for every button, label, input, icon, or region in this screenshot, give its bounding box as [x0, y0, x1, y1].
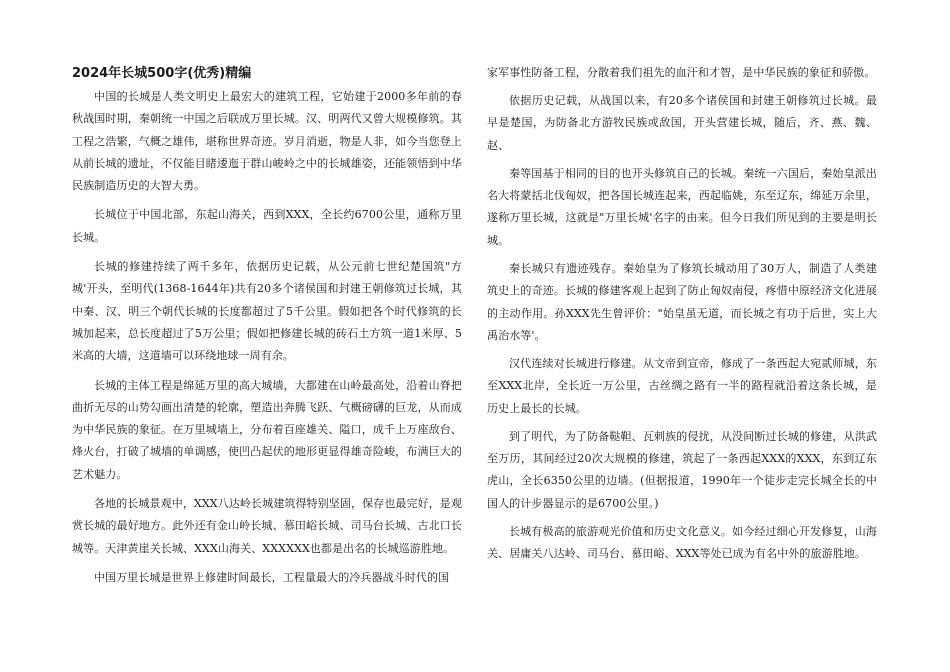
paragraph: 长城的修建持续了两千多年，依据历史记载，从公元前七世纪楚国筑"方城'开头，至明代(1368-1644年)共有20多个诸侯国和封建王朝修筑过长城，其中秦、汉、明三个朝代长城的长度都超过了5千公里。假如把各个时代修筑的长城加起来，总长度超过了5万公里；假如把修建长城的砖石土方筑一道1米厚、5米高的大墙，这道墙可以环绕地球一周有余。	[72, 260, 462, 363]
paragraph-continuation: 家军事性防备工程，分散着我们祖先的血汗和才智，是中华民族的象征和骄傲。	[487, 66, 876, 79]
paragraph: 依据历史记载，从战国以来，有20多个诸侯国和封建王朝修筑过长城。最早是楚国，为防备北方游牧民族或敌国，开头营建长城，随后，齐、燕、魏、赵、	[487, 93, 877, 152]
paragraph: 长城的主体工程是绵延万里的高大城墙，大都建在山岭最高处，沿着山脊把曲折无尽的山势勾画出清楚的轮廓，塑造出奔腾飞跃、气概磅礴的巨龙，从而成为中华民族的象征。在万里城墙上，分布着百座雄关、隘口，成千上万座敌台、烽火台，打破了城墙的单调感，使凹凸起伏的地形更显得雄奇险峻，布满巨大的艺术魅力。	[72, 378, 462, 481]
paragraph: 中国万里长城是世界上修建时间最长，工程量最大的冷兵器战斗时代的国	[94, 570, 450, 584]
paragraph: 到了明代，为了防备鞑靼、瓦剌族的侵扰，从没间断过长城的修建，从洪武至万历，其间经过20次大规模的修建，筑起了一条西起XXX的XXX，东到辽东虎山，全长6350公里的边墙。(但据报道，1990年一个徒步走完长城全长的中国人的计步器显示的是6700公里。)	[487, 429, 877, 510]
right-column	[487, 62, 877, 571]
paragraph: 中国的长城是人类文明史上最宏大的建筑工程，它始建于2000多年前的春秋战国时期，秦朝统一中国之后联成万里长城。汉、明两代又曾大规模修筑。其工程之浩繁，气概之雄伟，堪称世界奇迹。岁月消逝，物是人非，如今当您登上从前长城的遗址，不仅能目睹逶迤于群山峻岭之中的长城雄姿，还能领悟到中华民族制造历史的大智大勇。	[72, 90, 462, 193]
paragraph: 汉代连续对长城进行修建。从文帝到宣帝，修成了一条西起大宛贰师城，东至XXX北岸，全长近一万公里，古丝绸之路有一半的路程就沿着这条长城，是历史上最长的长城。	[487, 356, 877, 415]
document-title: 2024年长城500字(优秀)精编	[72, 66, 252, 81]
paragraph: 秦等国基于相同的目的也开头修筑自己的长城。秦统一六国后，秦始皇派出名大将蒙括北伐匈奴，把各国长城连起来，西起临姚，东至辽东，绵延万余里，遂称万里长城，这就是"万里长城'名字的由来。但今日我们所见到的主要是明长城。	[487, 166, 877, 247]
left-column	[72, 62, 462, 596]
paragraph: 秦长城只有遗迹残存。秦始皇为了修筑长城动用了30万人，制造了人类建筑史上的奇迹。长城的修建客观上起到了防止匈奴南侵，疼惜中原经济文化进展的主动作用。孙XXX先生曾评价："始皇虽无道，而长城之有功于后世，实上大禹治水等'。	[487, 261, 877, 342]
paragraph: 长城位于中国北部，东起山海关，西到XXX，全长约6700公里，通称万里长城。	[72, 208, 462, 244]
paragraph: 长城有极高的旅游观光价值和历史文化意义。如今经过细心开发修复，山海关、居庸关八达岭、司马台、慕田峪、XXX等处已成为有名中外的旅游胜地。	[487, 524, 877, 561]
paragraph: 各地的长城景观中，XXX八达岭长城建筑得特别坚固，保存也最完好，是观赏长城的最好地方。此外还有金山岭长城、慕田峪长城、司马台长城、古北口长城等。天津黄崖关长城、XXX山海关、XXXXXX也都是出名的长城巡游胜地。	[72, 497, 462, 555]
